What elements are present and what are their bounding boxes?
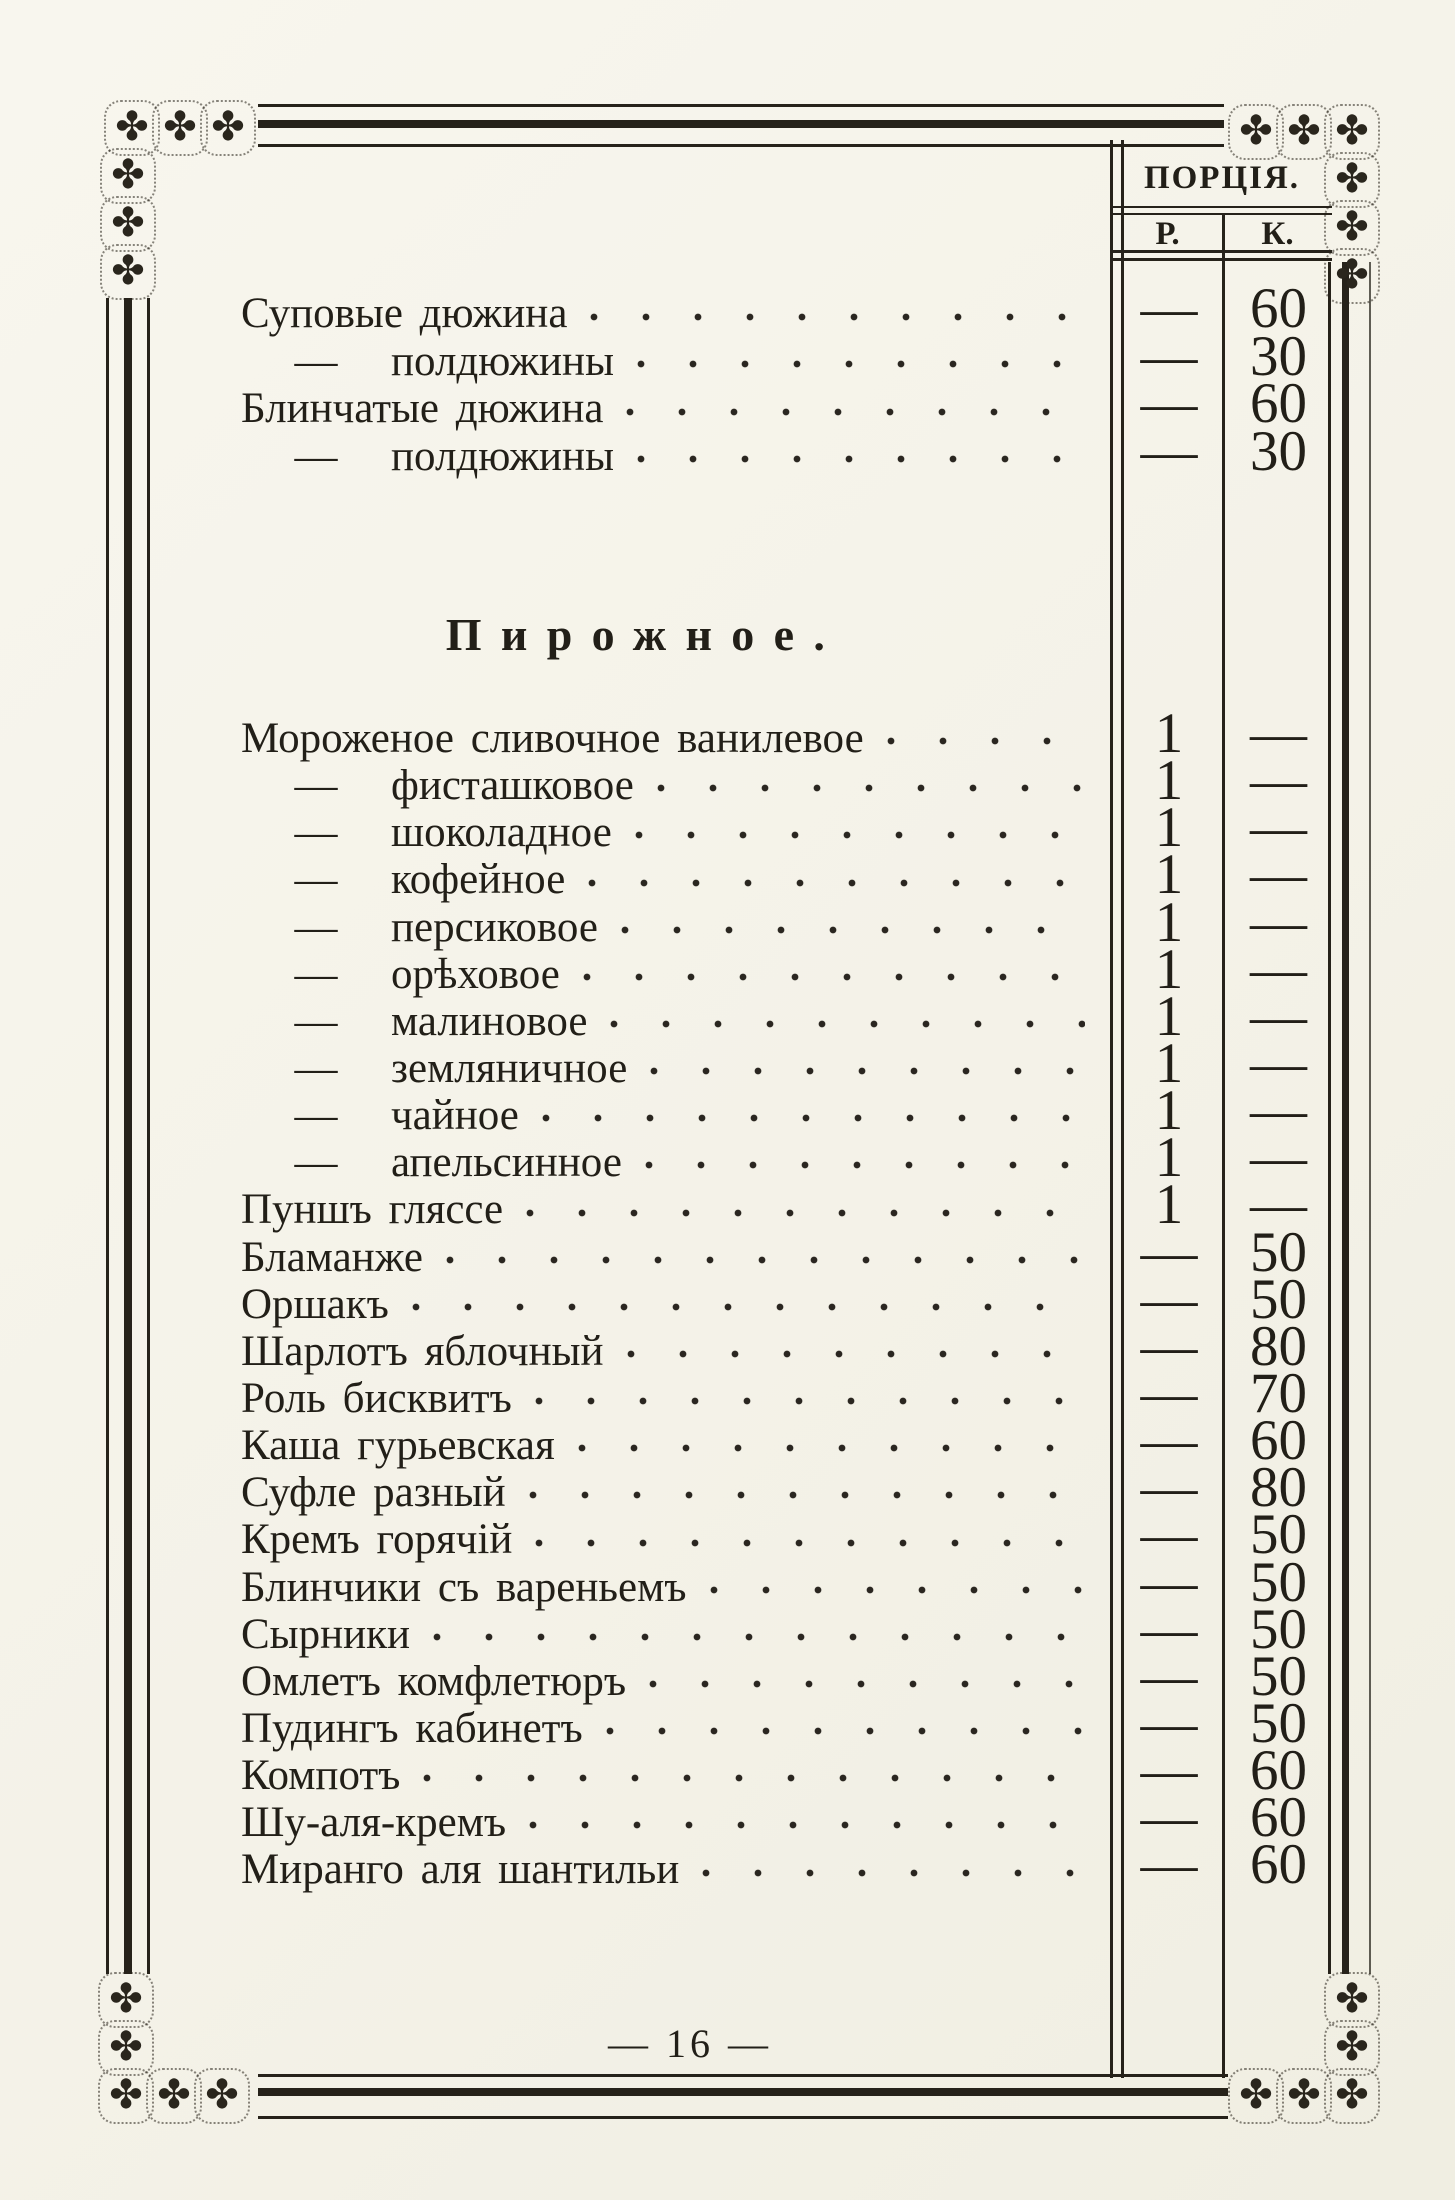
ditto-dash: — — [294, 1139, 338, 1187]
dot-leader — [445, 1255, 1085, 1265]
item-name: персиковое — [391, 903, 599, 951]
price-kopecks: 60 — [1250, 1739, 1307, 1803]
price-rubles: — — [1140, 1550, 1198, 1614]
rosette-icon: ✤ — [1324, 1972, 1380, 2028]
price-col-header-rubles: Р. — [1155, 216, 1180, 252]
dot-leader — [582, 972, 1085, 982]
rosette-icon: ✤ — [98, 2020, 154, 2076]
rosette-icon: ✤ — [1324, 2068, 1380, 2124]
item-name: Шарлотъ яблочный — [241, 1327, 604, 1375]
dot-leader — [528, 1490, 1085, 1500]
dot-leader — [649, 1066, 1085, 1076]
price-rubles: 1 — [1154, 890, 1184, 954]
price-kopecks: — — [1250, 937, 1307, 1001]
rosette-icon: ✤ — [200, 100, 256, 156]
item-name: Блинчатые дюжина — [241, 385, 604, 432]
item-name: Каша гурьевская — [241, 1422, 555, 1470]
price-rubles: — — [1140, 1739, 1198, 1803]
rosette-icon: ✤ — [100, 196, 156, 252]
rosette-icon: ✤ — [1324, 104, 1380, 160]
dot-leader — [644, 1160, 1085, 1170]
frame-rule-left-thin2 — [147, 298, 150, 1974]
dot-leader — [636, 359, 1085, 369]
rosette-icon: ✤ — [146, 2068, 202, 2124]
price-rubles: — — [1140, 1361, 1198, 1425]
frame-rule-left-thin — [106, 298, 109, 1974]
price-rubles: 1 — [1154, 937, 1184, 1001]
item-name: малиновое — [391, 997, 588, 1045]
rosette-icon: ✤ — [152, 100, 208, 156]
dot-leader — [525, 1208, 1085, 1218]
rosette-icon: ✤ — [1324, 2020, 1380, 2076]
price-rubles: 1 — [1154, 1031, 1184, 1095]
menu-row — [205, 701, 1332, 765]
price-kopecks: 60 — [1250, 1409, 1307, 1473]
pre-section-rows — [205, 276, 1332, 483]
dot-leader — [620, 925, 1085, 935]
price-rubles: 1 — [1154, 796, 1184, 860]
item-name: Роль бисквитъ — [241, 1374, 512, 1422]
rosette-icon: ✤ — [104, 100, 160, 156]
rosette-icon: ✤ — [194, 2068, 250, 2124]
item-name: Миранго аля шантильи — [241, 1846, 680, 1894]
item-name: Мороженое сливочное ванилевое — [241, 715, 864, 762]
menu-row — [205, 276, 1332, 340]
item-name: шоколадное — [391, 809, 612, 857]
price-rubles: 1 — [1154, 749, 1184, 813]
frame-rule-bottom-thin2 — [258, 2116, 1228, 2119]
price-kopecks: — — [1250, 984, 1307, 1048]
price-rubles: — — [1140, 1409, 1198, 1473]
price-kopecks: 50 — [1250, 1220, 1307, 1284]
item-name: кофейное — [391, 856, 566, 904]
rosette-icon: ✤ — [1276, 104, 1332, 160]
price-kopecks: 80 — [1250, 1456, 1307, 1520]
rosette-icon: ✤ — [1324, 152, 1380, 208]
ditto-dash: — — [294, 1044, 338, 1092]
price-rubles: — — [1140, 1314, 1198, 1378]
rosette-icon: ✤ — [1276, 2068, 1332, 2124]
dot-leader — [656, 783, 1085, 793]
ditto-dash: — — [294, 950, 338, 998]
item-name: Блинчики съ вареньемъ — [241, 1563, 687, 1611]
item-name: апельсинное — [391, 1139, 622, 1187]
item-name: фисташковое — [391, 762, 634, 810]
rosette-icon: ✤ — [100, 148, 156, 204]
item-name: Суфле разный — [241, 1469, 506, 1517]
price-kopecks: — — [1250, 890, 1307, 954]
price-kopecks: — — [1250, 749, 1307, 813]
price-rubles: 1 — [1154, 843, 1184, 907]
price-rubles: — — [1140, 372, 1198, 435]
rosette-icon: ✤ — [1324, 248, 1380, 304]
price-kopecks: 70 — [1250, 1361, 1307, 1425]
dot-leader — [648, 1679, 1085, 1689]
table-rule-right-thick — [1342, 262, 1349, 1974]
price-rubles: — — [1140, 1267, 1198, 1331]
price-rubles: — — [1140, 1503, 1198, 1567]
dot-leader — [701, 1868, 1085, 1878]
item-name: орѣховое — [391, 950, 560, 998]
item-name: Пудингъ кабинетъ — [241, 1704, 583, 1752]
dot-leader — [634, 830, 1085, 840]
price-kopecks: — — [1250, 1031, 1307, 1095]
price-rubles: 1 — [1154, 1079, 1184, 1143]
price-rubles: — — [1140, 1456, 1198, 1520]
rosette-icon: ✤ — [1228, 2068, 1284, 2124]
rosette-icon: ✤ — [1228, 104, 1284, 160]
price-kopecks: — — [1250, 843, 1307, 907]
price-header-title: ПОРЦІЯ. — [1143, 160, 1301, 196]
item-name: полдюжины — [391, 432, 614, 480]
dot-leader — [534, 1396, 1085, 1406]
price-kopecks: 60 — [1250, 1786, 1307, 1850]
dot-leader — [528, 1820, 1085, 1830]
price-rubles: — — [1140, 419, 1198, 483]
rosette-icon: ✤ — [98, 1972, 154, 2028]
dot-leader — [636, 454, 1085, 464]
menu-item-rows — [205, 701, 1332, 1897]
price-rubles: — — [1140, 1691, 1198, 1755]
ditto-dash: — — [294, 337, 338, 385]
price-rubles: — — [1140, 277, 1198, 340]
item-name: полдюжины — [391, 337, 614, 385]
rosette-icon: ✤ — [100, 244, 156, 300]
ditto-dash: — — [294, 856, 338, 904]
price-rubles: 1 — [1154, 1126, 1184, 1190]
frame-rule-bottom-thin — [258, 2074, 1228, 2077]
item-name: земляничное — [391, 1044, 628, 1092]
dot-leader — [541, 1113, 1085, 1123]
price-kopecks: — — [1250, 796, 1307, 860]
item-name: чайное — [391, 1092, 519, 1140]
frame-rule-top-thick — [258, 120, 1224, 128]
item-name: Омлетъ комфлетюръ — [241, 1657, 627, 1705]
ditto-dash: — — [294, 1092, 338, 1140]
item-name: Суповые дюжина — [241, 290, 568, 337]
dot-leader — [422, 1773, 1085, 1783]
dot-leader — [886, 736, 1085, 746]
item-name: Бламанже — [241, 1233, 423, 1281]
frame-rule-left-thick — [124, 298, 132, 1974]
rosette-icon: ✤ — [1324, 200, 1380, 256]
price-kopecks: 50 — [1250, 1644, 1307, 1708]
item-name: Кремъ горячій — [241, 1516, 513, 1564]
price-kopecks: 50 — [1250, 1597, 1307, 1661]
price-kopecks: 80 — [1250, 1314, 1307, 1378]
item-name: Сырники — [241, 1610, 410, 1658]
ditto-dash: — — [294, 809, 338, 857]
frame-rule-top-thin — [258, 104, 1224, 107]
item-name: Оршакъ — [241, 1280, 389, 1328]
price-kopecks: 30 — [1250, 419, 1307, 483]
dot-leader — [577, 1443, 1085, 1453]
ditto-dash: — — [294, 903, 338, 951]
price-kopecks: 30 — [1250, 324, 1307, 388]
price-rubles: — — [1140, 1833, 1198, 1897]
price-kopecks: 50 — [1250, 1550, 1307, 1614]
item-name: Шу-аля-кремъ — [241, 1799, 507, 1847]
price-rubles: 1 — [1154, 1173, 1184, 1237]
price-kopecks: — — [1250, 1126, 1307, 1190]
price-rubles: — — [1140, 1597, 1198, 1661]
price-kopecks: — — [1250, 1173, 1307, 1237]
frame-rule-top-thin2 — [258, 144, 1224, 147]
frame-rule-bottom-thick — [258, 2088, 1228, 2096]
dot-leader — [587, 878, 1085, 888]
price-kopecks: — — [1250, 1079, 1307, 1143]
item-name: Пуншъ гляссе — [241, 1186, 504, 1234]
rosette-icon: ✤ — [98, 2068, 154, 2124]
dot-leader — [432, 1632, 1085, 1642]
dot-leader — [411, 1302, 1085, 1312]
price-kopecks: 50 — [1250, 1503, 1307, 1567]
table-rule-right-thin2 — [1369, 262, 1371, 1974]
dot-leader — [709, 1585, 1085, 1595]
dot-leader — [605, 1726, 1085, 1736]
dot-leader — [626, 1349, 1085, 1359]
price-kopecks: 60 — [1250, 1833, 1307, 1897]
price-rubles: — — [1140, 324, 1198, 388]
ditto-dash: — — [294, 432, 338, 480]
ditto-dash: — — [294, 762, 338, 810]
dot-leader — [534, 1538, 1085, 1548]
price-rubles: — — [1140, 1220, 1198, 1284]
price-kopecks: 50 — [1250, 1267, 1307, 1331]
price-col-header-kopecks: К. — [1261, 216, 1294, 252]
price-kopecks: 50 — [1250, 1691, 1307, 1755]
header-rule-d — [1112, 258, 1332, 261]
dot-leader — [609, 1019, 1085, 1029]
page-number: — 16 — — [608, 2021, 772, 2066]
price-kopecks: — — [1250, 702, 1307, 765]
price-rubles: — — [1140, 1644, 1198, 1708]
price-rubles: — — [1140, 1786, 1198, 1850]
dot-leader — [589, 312, 1085, 322]
price-kopecks: 60 — [1250, 372, 1307, 435]
price-rubles: 1 — [1154, 702, 1184, 765]
price-rubles: 1 — [1154, 984, 1184, 1048]
ditto-dash: — — [294, 997, 338, 1045]
section-heading: Пирожное. — [445, 609, 845, 660]
item-name: Компотъ — [241, 1752, 401, 1800]
header-rule-b — [1112, 213, 1332, 215]
dot-leader — [625, 407, 1085, 417]
header-rule-a — [1112, 206, 1332, 208]
price-kopecks: 60 — [1250, 277, 1307, 340]
